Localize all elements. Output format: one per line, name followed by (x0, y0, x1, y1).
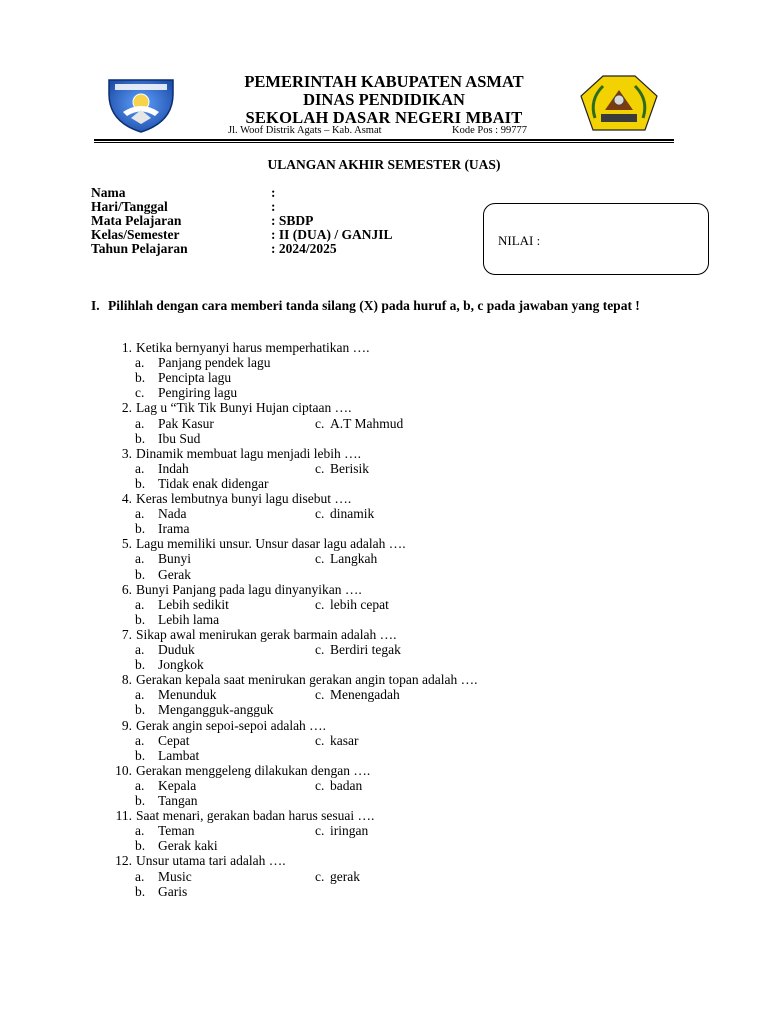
option-text: Lebih sedikit (158, 596, 229, 612)
header-government: PEMERINTAH KABUPATEN ASMAT (244, 72, 524, 91)
option-letter: a. (135, 506, 145, 522)
option-text: Teman (158, 823, 195, 839)
option-letter: a. (135, 460, 145, 476)
question-text: Sikap awal menirukan gerak barmain adalah …. (136, 626, 397, 642)
option-text: Music (158, 868, 192, 884)
question-text: Unsur utama tari adalah …. (136, 853, 286, 869)
question-number: 10. (115, 762, 132, 778)
option-text: Panjang pendek lagu (158, 355, 271, 371)
option-letter: c. (315, 777, 325, 793)
option-text: Pengiring lagu (158, 385, 238, 401)
exam-title: ULANGAN AKHIR SEMESTER (UAS) (267, 157, 501, 172)
option-letter: a. (135, 687, 145, 703)
question-text: Gerakan menggeleng dilakukan dengan …. (136, 762, 371, 778)
question-text: Lagu memiliki unsur. Unsur dasar lagu adalah …. (136, 536, 406, 552)
option-text: Lebih lama (158, 611, 220, 627)
option-letter: c. (135, 385, 145, 401)
option-letter: b. (135, 566, 146, 582)
option-letter: b. (135, 657, 146, 673)
question-text: Dinamik membuat lagu menjadi lebih …. (136, 445, 361, 461)
question-number: 12. (115, 853, 132, 869)
header-divider (94, 139, 674, 141)
option-letter: a. (135, 596, 145, 612)
question-text: Lag u “Tik Tik Bunyi Hujan ciptaan …. (136, 400, 352, 416)
option-text: Jongkok (158, 657, 204, 673)
option-text: Kepala (158, 777, 197, 793)
option-letter: c. (315, 732, 325, 748)
option-text: A.T Mahmud (330, 415, 404, 431)
option-letter: c. (315, 460, 325, 476)
option-text: dinamik (330, 506, 375, 522)
question-number: 1. (121, 340, 132, 355)
option-text: Pencipta lagu (158, 370, 232, 386)
option-text: Tidak enak didengar (158, 475, 269, 491)
option-letter: a. (135, 823, 145, 839)
option-letter: b. (135, 475, 146, 491)
option-letter: c. (315, 551, 325, 567)
option-text: Berisik (330, 460, 369, 476)
option-letter: c. (315, 868, 325, 884)
header-school-name: SEKOLAH DASAR NEGERI MBAIT (245, 108, 523, 127)
score-label: NILAI : (498, 233, 541, 248)
option-text: Duduk (158, 642, 195, 657)
question-text: Keras lembutnya bunyi lagu disebut …. (136, 491, 352, 506)
option-letter: b. (135, 521, 146, 537)
question-number: 9. (121, 717, 132, 733)
option-letter: a. (135, 355, 145, 371)
option-letter: a. (135, 642, 145, 657)
option-text: Indah (158, 460, 189, 476)
option-letter: b. (135, 702, 146, 718)
option-text: badan (330, 777, 363, 793)
option-text: Cepat (158, 732, 190, 748)
option-letter: a. (135, 732, 145, 748)
option-letter: c. (315, 823, 325, 839)
option-text: iringan (330, 823, 369, 839)
option-text: Irama (158, 521, 190, 537)
question-text: Bunyi Panjang pada lagu dinyanyikan …. (136, 581, 362, 597)
question-number: 11. (115, 808, 132, 824)
option-text: Bunyi (158, 551, 192, 567)
option-text: Menunduk (158, 687, 217, 703)
header-divider-thin (94, 142, 674, 143)
option-text: Pak Kasur (158, 415, 214, 431)
question-number: 5. (121, 536, 132, 552)
option-letter: a. (135, 777, 145, 793)
option-letter: a. (135, 551, 145, 567)
option-letter: a. (135, 868, 145, 884)
option-text: kasar (330, 732, 359, 748)
score-box (483, 203, 709, 275)
question-text: Ketika bernyanyi harus memperhatikan …. (136, 340, 370, 355)
question-number: 4. (121, 491, 132, 506)
option-text: Garis (158, 883, 188, 899)
question-number: 6. (121, 581, 132, 597)
question-number: 7. (121, 626, 132, 642)
option-text: Gerak (158, 566, 191, 582)
option-letter: c. (315, 506, 325, 522)
option-letter: b. (135, 883, 146, 899)
option-letter: c. (315, 596, 325, 612)
option-text: Menengadah (330, 687, 400, 703)
option-letter: c. (315, 415, 325, 431)
option-text: Gerak kaki (158, 838, 218, 854)
option-text: gerak (330, 868, 360, 884)
option-text: lebih cepat (330, 596, 389, 612)
section-number: I. (91, 298, 100, 313)
option-text: Nada (158, 506, 187, 522)
option-letter: b. (135, 370, 146, 386)
option-letter: b. (135, 747, 146, 763)
question-text: Gerak angin sepoi-sepoi adalah …. (136, 717, 327, 733)
option-letter: b. (135, 611, 146, 627)
header-department: DINAS PENDIDIKAN (303, 90, 465, 109)
question-number: 3. (121, 445, 132, 461)
header-address-line (228, 125, 527, 136)
question-number: 2. (121, 400, 132, 416)
option-text: Ibu Sud (158, 430, 201, 446)
postal-code: Kode Pos : 99777 (452, 125, 527, 136)
option-text: Tangan (158, 793, 198, 808)
address: Jl. Woof Distrik Agats – Kab. Asmat (228, 125, 382, 136)
option-text: Lambat (158, 747, 200, 763)
section-instruction: Pilihlah dengan cara memberi tanda silang (X) pada huruf a, b, c pada jawaban yang tepat ! (108, 298, 640, 313)
option-letter: a. (135, 415, 145, 431)
option-letter: b. (135, 838, 146, 854)
question-number: 8. (121, 672, 132, 688)
question-text: Gerakan kepala saat menirukan gerakan angin topan adalah …. (136, 672, 478, 688)
option-text: Berdiri tegak (330, 642, 401, 657)
option-letter: c. (315, 642, 325, 657)
option-letter: c. (315, 687, 325, 703)
question-text: Saat menari, gerakan badan harus sesuai …. (136, 808, 375, 824)
option-text: Langkah (330, 551, 378, 567)
option-text: Mengangguk-angguk (158, 702, 274, 718)
option-letter: b. (135, 793, 146, 808)
option-letter: b. (135, 430, 146, 446)
